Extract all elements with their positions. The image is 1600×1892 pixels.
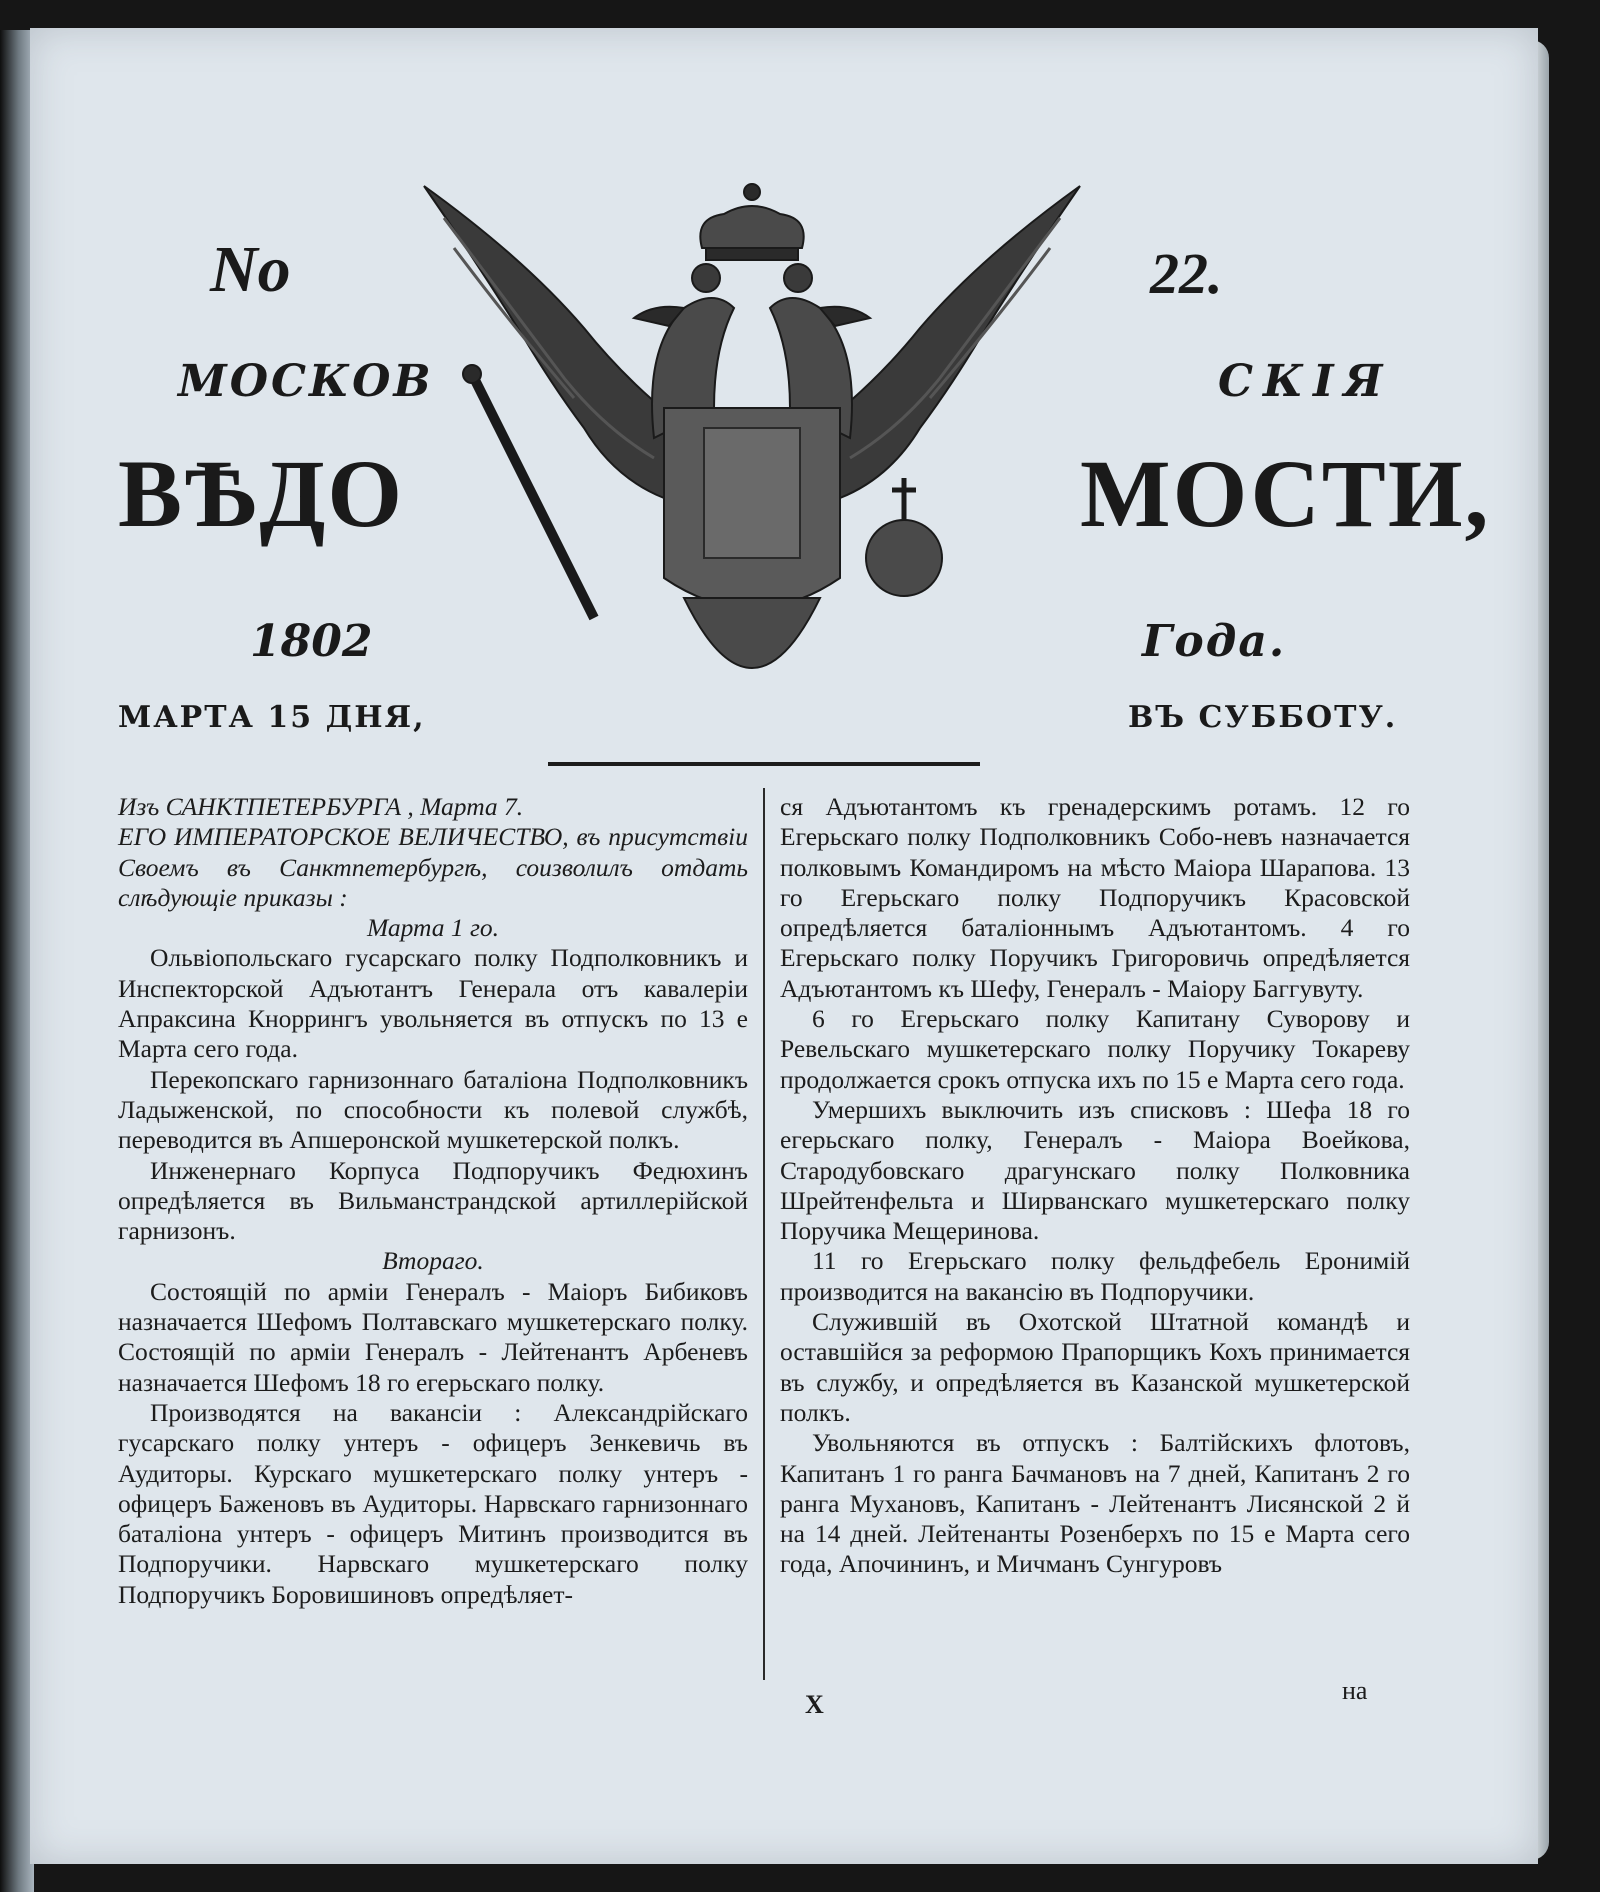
article-paragraph: Перекопскаго гарнизоннаго баталіона Подполковникъ Ладыженской, по способности къ полевой службѣ, переводится въ Апшеронской мушкетерской полкъ. (118, 1064, 748, 1155)
article-paragraph: Ольвіопольскаго гусарскаго полку Подполковникъ и Инспекторской Адъютантъ Генерала отъ кавалеріи Апраксина Кноррингъ увольняется въ отпускъ по 13 е Марта сего года. (118, 943, 748, 1064)
article-paragraph: Инженернаго Корпуса Подпоручикъ Федюхинъ опредѣляется въ Вильманстрандской артиллерійской гарнизонъ. (118, 1155, 748, 1246)
article-paragraph: 6 го Егерьскаго полку Капитану Суворову и Ревельскаго мушкетерскаго полку Поручику Токареву продолжается срокъ отпуска ихъ по 15 е Марта сего года. (780, 1004, 1410, 1094)
article-lead: ЕГО ИМПЕРАТОРСКОЕ ВЕЛИЧЕСТВО, въ присутствіи Своемъ въ Санктпетербургѣ, соизволилъ отдать слѣдующіе приказы : (118, 822, 748, 912)
year-word: Года. (1142, 616, 1287, 667)
article-paragraph: ся Адъютантомъ къ гренадерскимъ ротамъ. 12 го Егерьскаго полку Подполковникъ Собо-невъ назначается полковымъ Командиромъ на мѣсто Маіора Шарапова. 13 го Егерьскаго полку Подпоручикъ Красовской опредѣляется баталіоннымъ Адъютантомъ. 4 го Егерьскаго полку Поручикъ Григоровичь опредѣляется Адъютантомъ къ Шефу, Генералъ - Маіору Баггувуту. (780, 792, 1410, 1003)
right-column (780, 792, 1410, 1580)
double-headed-eagle-icon (414, 178, 1090, 738)
masthead-rule (548, 762, 980, 766)
title-line1-left: МОСКОВ (178, 356, 434, 407)
title-line2-right: МОСТИ, (1080, 440, 1491, 547)
column-divider (763, 788, 765, 1680)
article-paragraph: Служившій въ Охотской Штатной командѣ и оставшійся за реформою Прапорщикъ Кохъ принимается въ службу, и опредѣляется въ Казанской мушкетерской полкъ. (780, 1307, 1410, 1427)
issue-number-label: No (210, 233, 291, 306)
left-column (118, 792, 748, 1610)
issue-date: МАРТА 15 ДНЯ, (118, 700, 426, 735)
issue-weekday: ВЪ СУББОТУ. (1128, 700, 1398, 735)
issue-number: 22. (1150, 241, 1223, 306)
article-paragraph: Состоящій по арміи Генералъ - Маіоръ Бибиковъ назначается Шефомъ Полтавскаго мушкетерскаго полку. Состоящій по арміи Генералъ - Лейтенантъ Арбеневъ назначается Шефомъ 18 го егерьскаго полку. (118, 1276, 748, 1397)
book-spine (0, 30, 34, 1892)
catchword: на (1342, 1676, 1368, 1705)
article-paragraph: 11 го Егерьскаго полку фельдфебель Еронимій производится на вакансію въ Подпоручики. (780, 1246, 1410, 1306)
dateline: Изъ САНКТПЕТЕРБУРГА , Марта 7. (118, 792, 524, 821)
article-paragraph: Увольняются въ отпускъ : Балтійскихъ флотовъ, Капитанъ 1 го ранга Бачмановъ на 7 дней, Капитанъ 2 го ранга Мухановъ, Капитанъ - Лейтенантъ Лисянской 2 й на 14 дней. Лейтенанты Розенберхъ по 15 е Марта сего года, Апочининъ, и Мичманъ Сунгуровъ (780, 1428, 1410, 1579)
title-line1-right: СКІЯ (1218, 356, 1393, 407)
article-paragraph: Производятся на вакансіи : Александрійскаго гусарскаго полку унтеръ - офицеръ Зенкевичь въ Аудиторы. Курскаго мушкетерскаго полку унтеръ - офицеръ Баженовъ въ Аудиторы. Нарвскаго гарнизоннаго баталіона унтеръ - офицеръ Митинъ производится въ Подпоручики. Нарвскаго мушкетерскаго полку Подпоручикъ Боровишиновъ опредѣляет- (118, 1397, 748, 1609)
signature-mark: X (805, 1690, 824, 1719)
issue-year: 1802 (250, 616, 373, 667)
article-paragraph: Умершихъ выключить изъ списковъ : Шефа 18 го егерьскаго полку, Генералъ - Маіора Воейкова, Стародубовскаго драгунскаго полку Полковника Шрейтенфельта и Ширванскаго мушкетерскаго полку Поручика Мещеринова. (780, 1094, 1410, 1246)
newspaper-page (30, 28, 1538, 1864)
title-line2-left: ВѢДО (118, 440, 405, 547)
date-subhead: Марта 1 го. (366, 913, 500, 943)
date-subhead: Втораго. (382, 1246, 484, 1276)
